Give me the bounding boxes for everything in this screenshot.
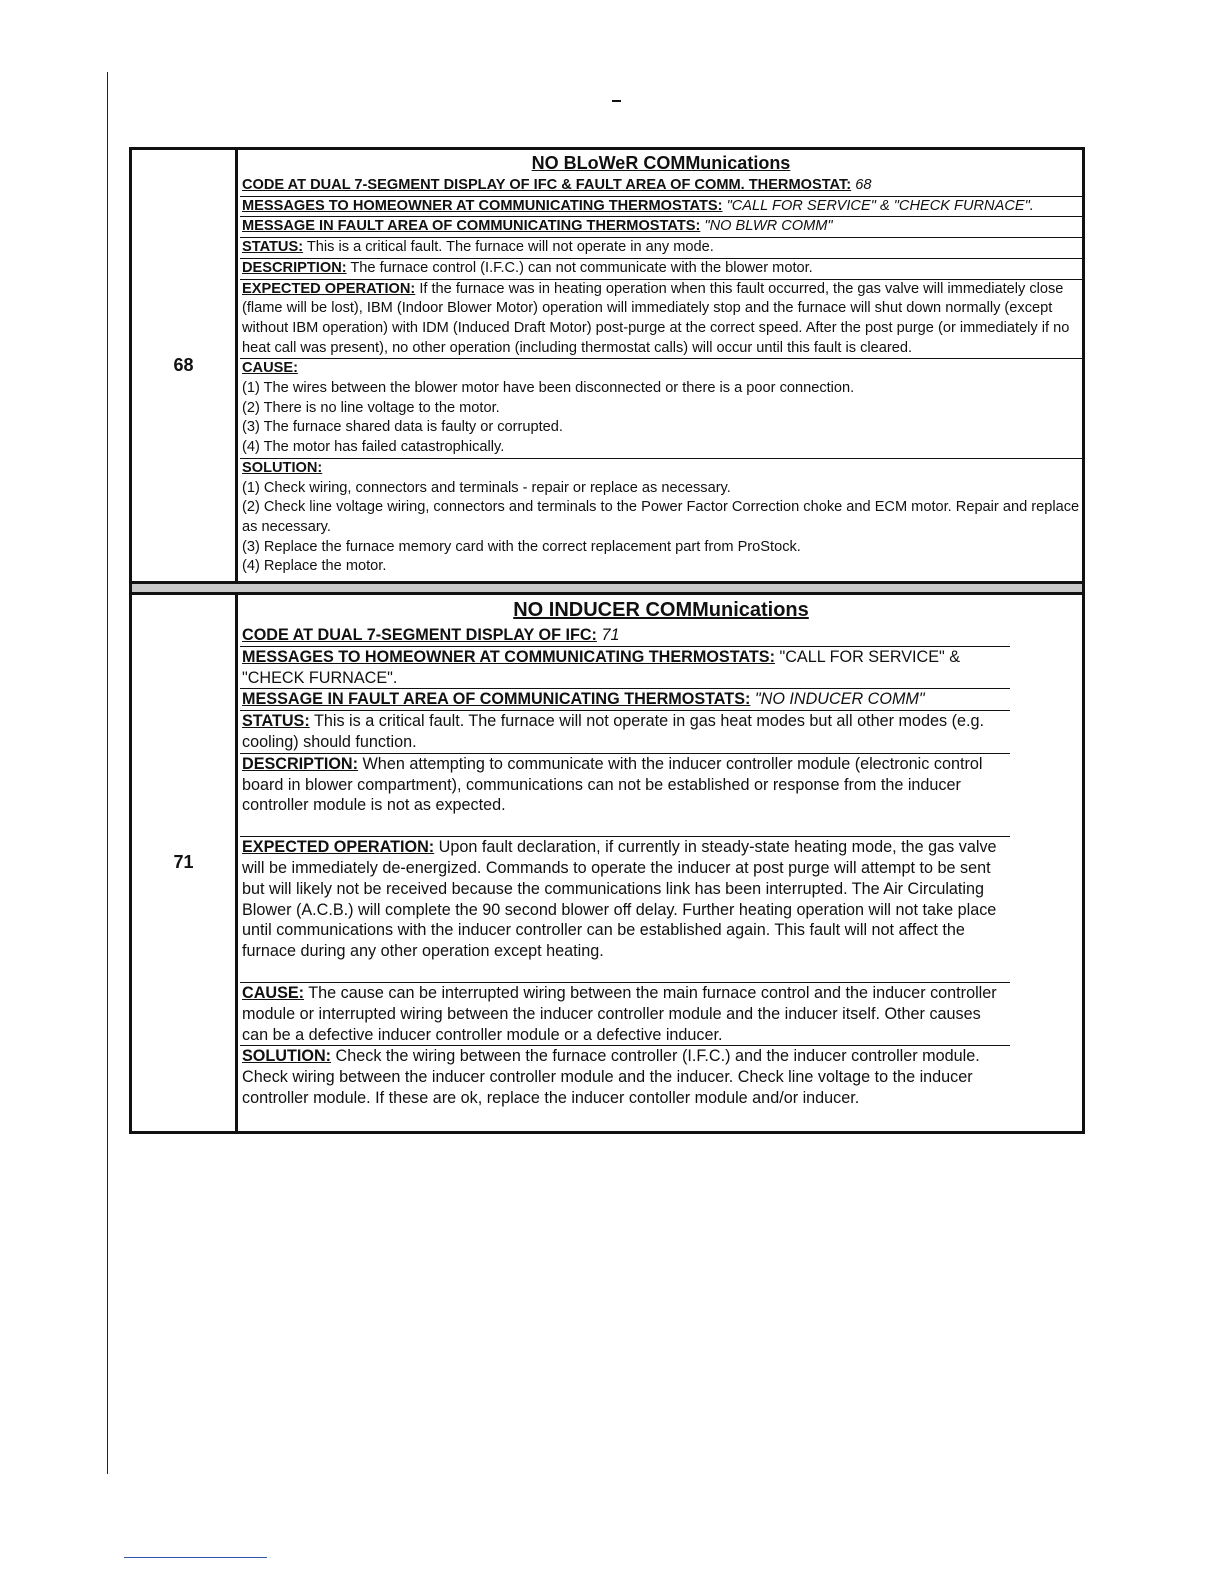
fault-68-description-row [240,259,1082,280]
solution-item: (1) Check wiring, connectors and terminals - repair or replace as necessary. [242,479,731,496]
fault-68-homeowner-row [240,197,1082,218]
cause-text: The cause can be interrupted wiring between the main furnace control and the inducer controller module or interrupted wiring between the inducer controller module and the inducer itself. Other causes can be a defective inducer controller module or a defective inducer. [242,984,997,1044]
cause-item: (4) The motor has failed catastrophically. [242,439,505,456]
fault-68-solution-row [240,459,1082,577]
fault-71-code-row [240,625,1010,647]
solution-item: (2) Check line voltage wiring, connectors and terminals to the Power Factor Correction choke and ECM motor. Repair and replace as necessary. [242,499,1080,535]
code-value: 68 [855,177,872,193]
fault-68-code-row [240,176,1082,197]
expected-label: EXPECTED OPERATION: [242,280,416,297]
spacer [240,816,1010,837]
code-value: 71 [601,626,620,645]
expected-text: If the furnace was in heating operation when this fault occurred, the gas valve will immediately close (flame will be lost), IBM (Indoor Blower Motor) operation will immediately stop and the furnace will shut down normally (except without IBM operation) with IDM (Induced Draft Motor) post-purge at the correct speed. After the post purge (or immediately if no heat call was present), no other operation (including thermostat calls) will occur until this fault is cleared. [242,280,1070,356]
homeowner-value: "CALL FOR SERVICE" & "CHECK FURNACE". [242,647,961,687]
footer-rule [124,1557,267,1558]
solution-item: (4) Replace the motor. [242,558,387,575]
solution-item: (3) Replace the furnace memory card with the correct replacement part from ProStock. [242,538,801,555]
status-text: This is a critical fault. The furnace will not operate in any mode. [306,239,714,256]
description-label: DESCRIPTION: [242,259,347,276]
status-text: This is a critical fault. The furnace will not operate in gas heat modes but all other modes (e.g. cooling) should function. [242,712,984,752]
fault-68-expected-row [240,280,1082,360]
solution-label: SOLUTION: [242,459,323,476]
expected-label: EXPECTED OPERATION: [242,838,435,857]
fault-code-68: 68 [132,150,238,581]
fault-area-value: "NO INDUCER COMM" [754,690,925,709]
description-label: DESCRIPTION: [242,754,359,773]
fault-71-cause-row [240,983,1010,1046]
fault-71-fault-area-row [240,689,1010,711]
fault-71-description-row [240,754,1010,816]
fault-68-status-row [240,238,1082,259]
homeowner-value: "CALL FOR SERVICE" & "CHECK FURNACE". [726,197,1034,214]
fault-71-expected-row [240,837,1010,962]
homeowner-label: MESSAGES TO HOMEOWNER AT COMMUNICATING THERMOSTATS: [242,197,723,214]
fault-68-cause-row [240,359,1082,459]
left-margin-rule [107,72,108,1474]
fault-71-solution-row [240,1046,1010,1126]
cause-item: (3) The furnace shared data is faulty or corrupted. [242,419,563,436]
cause-item: (2) There is no line voltage to the motor. [242,399,500,416]
description-text: When attempting to communicate with the inducer controller module (electronic control board in blower compartment), communications can not be established or response from the inducer controller module is not as expected. [242,754,983,815]
fault-68-title: NO BLoWeR COMMunications [531,153,791,173]
fault-68-fault-area-row [240,217,1082,238]
code-label: CODE AT DUAL 7-SEGMENT DISPLAY OF IFC & FAULT AREA OF COMM. THERMOSTAT: [242,177,852,193]
homeowner-label: MESSAGES TO HOMEOWNER AT COMMUNICATING THERMOSTATS: [242,647,775,666]
cause-label: CAUSE: [242,360,298,377]
expected-text: Upon fault declaration, if currently in steady-state heating mode, the gas valve will be immediately de-energized. Commands to operate the inducer at post purge will attempt to be sent but will likely not be received because the communications link has been interrupted. The Air Circulating Blower (A.C.B.) will complete the 90 second blower off delay. Further heating operation will not take place until communications with the inducer controller can be established again. This fault will not affect the furnace during any other operation except heating. [242,838,997,961]
status-label: STATUS: [242,239,304,256]
cause-label: CAUSE: [242,984,305,1003]
solution-text: Check the wiring between the furnace controller (I.F.C.) and the inducer controller module. Check wiring between the inducer controller module and the inducer. Check line voltage to the inducer controller module. If these are ok, replace the inducer contoller module and/or inducer. [242,1047,980,1107]
fault-code-table [129,147,1085,1134]
description-text: The furnace control (I.F.C.) can not communicate with the blower motor. [350,259,813,276]
fault-68-section [132,150,1082,584]
fault-area-value: "NO BLWR COMM" [704,218,833,235]
fault-71-content [238,595,1082,1131]
section-separator [132,584,1082,595]
fault-68-content [238,150,1082,581]
code-label: CODE AT DUAL 7-SEGMENT DISPLAY OF IFC: [242,626,597,645]
status-label: STATUS: [242,712,310,731]
solution-label: SOLUTION: [242,1047,332,1066]
fault-area-label: MESSAGE IN FAULT AREA OF COMMUNICATING THERMOSTATS: [242,218,701,235]
fault-area-label: MESSAGE IN FAULT AREA OF COMMUNICATING THERMOSTATS: [242,690,751,709]
cause-item: (1) The wires between the blower motor have been disconnected or there is a poor connection. [242,380,855,397]
spacer [240,962,1010,983]
fault-71-status-row [240,711,1010,754]
fault-71-homeowner-row [240,647,1010,690]
fault-71-section [132,595,1082,1131]
header-dash [612,100,621,102]
fault-code-71: 71 [132,595,238,1131]
fault-71-title: NO INDUCER COMMunications [513,599,809,622]
